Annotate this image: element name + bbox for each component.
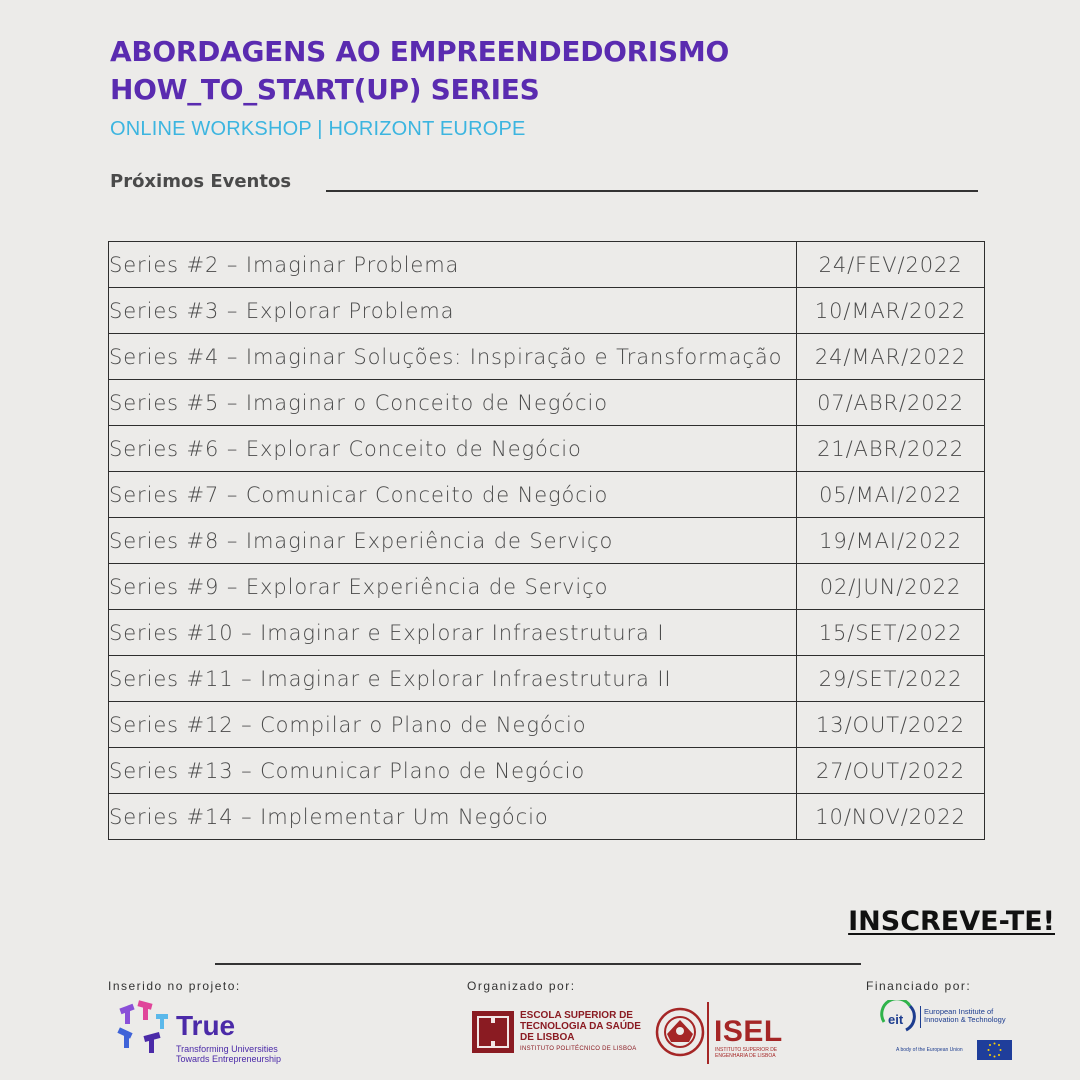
event-name: Series #2 – Imaginar Problema xyxy=(109,242,797,288)
event-date: 24/FEV/2022 xyxy=(797,242,985,288)
isel-divider xyxy=(707,1002,709,1064)
event-name: Series #9 – Explorar Experiência de Serviço xyxy=(109,564,797,610)
event-row xyxy=(109,242,985,288)
event-row xyxy=(109,518,985,564)
events-table xyxy=(108,241,985,840)
event-name: Series #7 – Comunicar Conceito de Negócio xyxy=(109,472,797,518)
eit-mark-text: eit xyxy=(888,1012,904,1027)
event-date: 05/MAI/2022 xyxy=(797,472,985,518)
event-name: Series #5 – Imaginar o Conceito de Negócio xyxy=(109,380,797,426)
true-wordmark: True xyxy=(176,1010,236,1041)
event-name: Series #12 – Compilar o Plano de Negócio xyxy=(109,702,797,748)
event-name: Series #3 – Explorar Problema xyxy=(109,288,797,334)
page-title xyxy=(110,33,729,109)
true-logo xyxy=(116,1000,286,1066)
isel-seal-icon xyxy=(655,1004,705,1060)
true-tagline: Transforming Universities Towards Entrepreneurship xyxy=(176,1044,282,1064)
event-name: Series #13 – Comunicar Plano de Negócio xyxy=(109,748,797,794)
isel-subline: INSTITUTO SUPERIOR DE ENGENHARIA DE LISBOA xyxy=(715,1047,778,1059)
funded-label: Financiado por: xyxy=(866,979,972,993)
title-line-1: ABORDAGENS AO EMPREENDEDORISMO xyxy=(110,35,729,68)
event-name: Series #14 – Implementar Um Negócio xyxy=(109,794,797,840)
event-name: Series #11 – Imaginar e Explorar Infraestrutura II xyxy=(109,656,797,702)
event-date: 13/OUT/2022 xyxy=(797,702,985,748)
isel-wordmark: ISEL xyxy=(714,1015,783,1048)
eit-divider xyxy=(920,1006,921,1028)
event-row xyxy=(109,564,985,610)
register-button[interactable]: INSCREVE-TE! xyxy=(848,906,1055,937)
footer-divider xyxy=(215,963,861,965)
event-date: 24/MAR/2022 xyxy=(797,334,985,380)
estesl-logo xyxy=(472,1009,642,1057)
event-date: 10/MAR/2022 xyxy=(797,288,985,334)
event-date: 07/ABR/2022 xyxy=(797,380,985,426)
event-row xyxy=(109,748,985,794)
eit-logo xyxy=(880,1000,1020,1064)
eit-body-label: A body of the European Union xyxy=(896,1047,963,1053)
page-subtitle: ONLINE WORKSHOP | HORIZONT EUROPE xyxy=(110,118,526,140)
event-row xyxy=(109,610,985,656)
true-mark-icon xyxy=(116,1000,172,1058)
event-row xyxy=(109,656,985,702)
organized-label: Organizado por: xyxy=(467,979,576,993)
section-label: Próximos Eventos xyxy=(110,171,292,192)
eu-flag-icon xyxy=(977,1040,1012,1060)
event-row xyxy=(109,426,985,472)
estesl-mark-icon xyxy=(472,1011,514,1053)
isel-logo xyxy=(655,1000,783,1066)
event-row xyxy=(109,288,985,334)
event-name: Series #6 – Explorar Conceito de Negócio xyxy=(109,426,797,472)
event-date: 27/OUT/2022 xyxy=(797,748,985,794)
eit-mark-icon xyxy=(880,1000,920,1036)
eit-name: European Institute of Innovation & Technology xyxy=(924,1007,1006,1024)
inserted-label: Inserido no projeto: xyxy=(108,979,241,993)
event-row xyxy=(109,472,985,518)
event-date: 10/NOV/2022 xyxy=(797,794,985,840)
estesl-name: ESCOLA SUPERIOR DE TECNOLOGIA DA SAÚDE DE LISBOA xyxy=(520,1010,641,1043)
event-date: 21/ABR/2022 xyxy=(797,426,985,472)
event-date: 15/SET/2022 xyxy=(797,610,985,656)
event-date: 29/SET/2022 xyxy=(797,656,985,702)
title-line-2: HOW_TO_START(UP) SERIES xyxy=(110,73,540,106)
event-row xyxy=(109,334,985,380)
event-date: 19/MAI/2022 xyxy=(797,518,985,564)
event-date: 02/JUN/2022 xyxy=(797,564,985,610)
section-divider xyxy=(326,190,978,192)
event-row xyxy=(109,380,985,426)
estesl-subline: INSTITUTO POLITÉCNICO DE LISBOA xyxy=(520,1046,637,1052)
event-name: Series #8 – Imaginar Experiência de Serviço xyxy=(109,518,797,564)
event-row xyxy=(109,702,985,748)
event-name: Series #4 – Imaginar Soluções: Inspiração e Transformação xyxy=(109,334,797,380)
events-table-body xyxy=(109,242,985,840)
event-name: Series #10 – Imaginar e Explorar Infraestrutura I xyxy=(109,610,797,656)
event-row xyxy=(109,794,985,840)
